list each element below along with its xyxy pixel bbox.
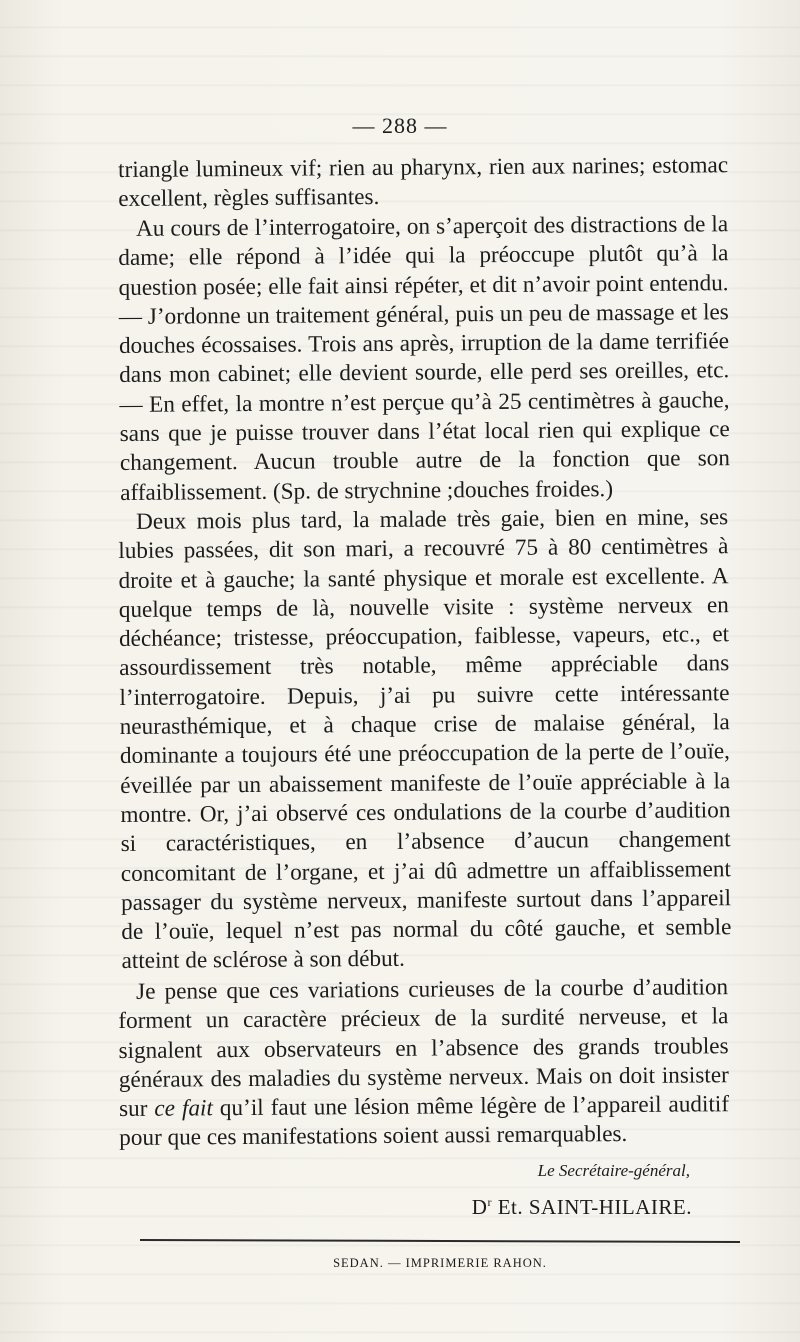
paragraph-2: Au cours de l’interrogatoire, on s’aperçoit des distractions de la dame; elle répond à l’idée qui la préoccupe plutôt qu’à la question posée; elle fait ainsi répéter, et dit n’avoir point entendu. — J’ordonne un traitement général, puis un peu de massage et les douches écossaises. Trois ans après, irruption de la dame terrifiée dans mon cabinet; elle devient sourde, elle perd ses oreilles, etc. — En effet, la montre n’est perçue qu’à 25 centimètres à gauche, sans que je puisse trouver dans l’état local rien qui explique ce changement. Aucun trouble autre de la fonction que son affaiblissement. (Sp. de strychnine ;douches froides.)	[118, 210, 731, 506]
paragraph-1: triangle lumineux vif; rien au pharynx, rien aux narines; estomac excellent, règles suffisantes.	[118, 152, 729, 213]
footer-rule	[140, 1239, 740, 1243]
signature-person: Et. SAINT-HILAIRE.	[497, 1195, 692, 1219]
paragraph-3: Deux mois plus tard, la malade très gaie, bien en mine, ses lubies passées, dit son mari, a recouvré 75 à 80 centimètres à droite et à gauche; la santé physique et morale est excellente. A quelque temps de là, nouvelle visite : système nerveux en déchéance; tristesse, préoccupation, faiblesse, vapeurs, etc., et assourdissement très notable, même appréciable dans l’interrogatoire. Depuis, j’ai pu suivre cette intéressante neurasthémique, et à chaque crise de malaise général, la dominante a toujours été une préoccupation de la perte de l’ouïe, éveillée par un abaissement manifeste de l’ouïe appréciable à la montre. Or, j’ai observé ces ondulations de la courbe d’audition si caractéristiques, en l’absence d’aucun changement concomitant de l’organe, et j’ai dû admettre un affaiblissement passager du système nerveux, manifeste surtout dans l’appareil de l’ouïe, lequel n’est pas normal du côté gauche, et semble atteint de sclérose à son début.	[118, 503, 732, 975]
body-text	[118, 152, 732, 1154]
printer-imprint: SEDAN. — IMPRIMERIE RAHON.	[333, 1256, 547, 1270]
page-number: — 288 —	[352, 113, 448, 138]
signature-title: Le Secrétaire-général,	[537, 1161, 690, 1180]
emphasis-text: ce fait	[154, 1095, 213, 1123]
paragraph-4-text: Je pense que ces variations curieuses de la courbe d’audition forment un caractère précieux de la surdité nerveuse, et la signalent aux observateurs en l’absence des grands troubles généraux des maladies du système nerveux. Mais on doit insister sur ce fait qu’il faut une lésion même légère de l’appareil auditif pour que ces manifestations soient aussi remarquables.	[118, 974, 730, 1152]
signature-name	[472, 1195, 692, 1220]
signature-prefix-sup: r	[487, 1195, 492, 1209]
paragraph-4	[118, 974, 729, 1155]
signature-prefix: D	[471, 1195, 488, 1219]
